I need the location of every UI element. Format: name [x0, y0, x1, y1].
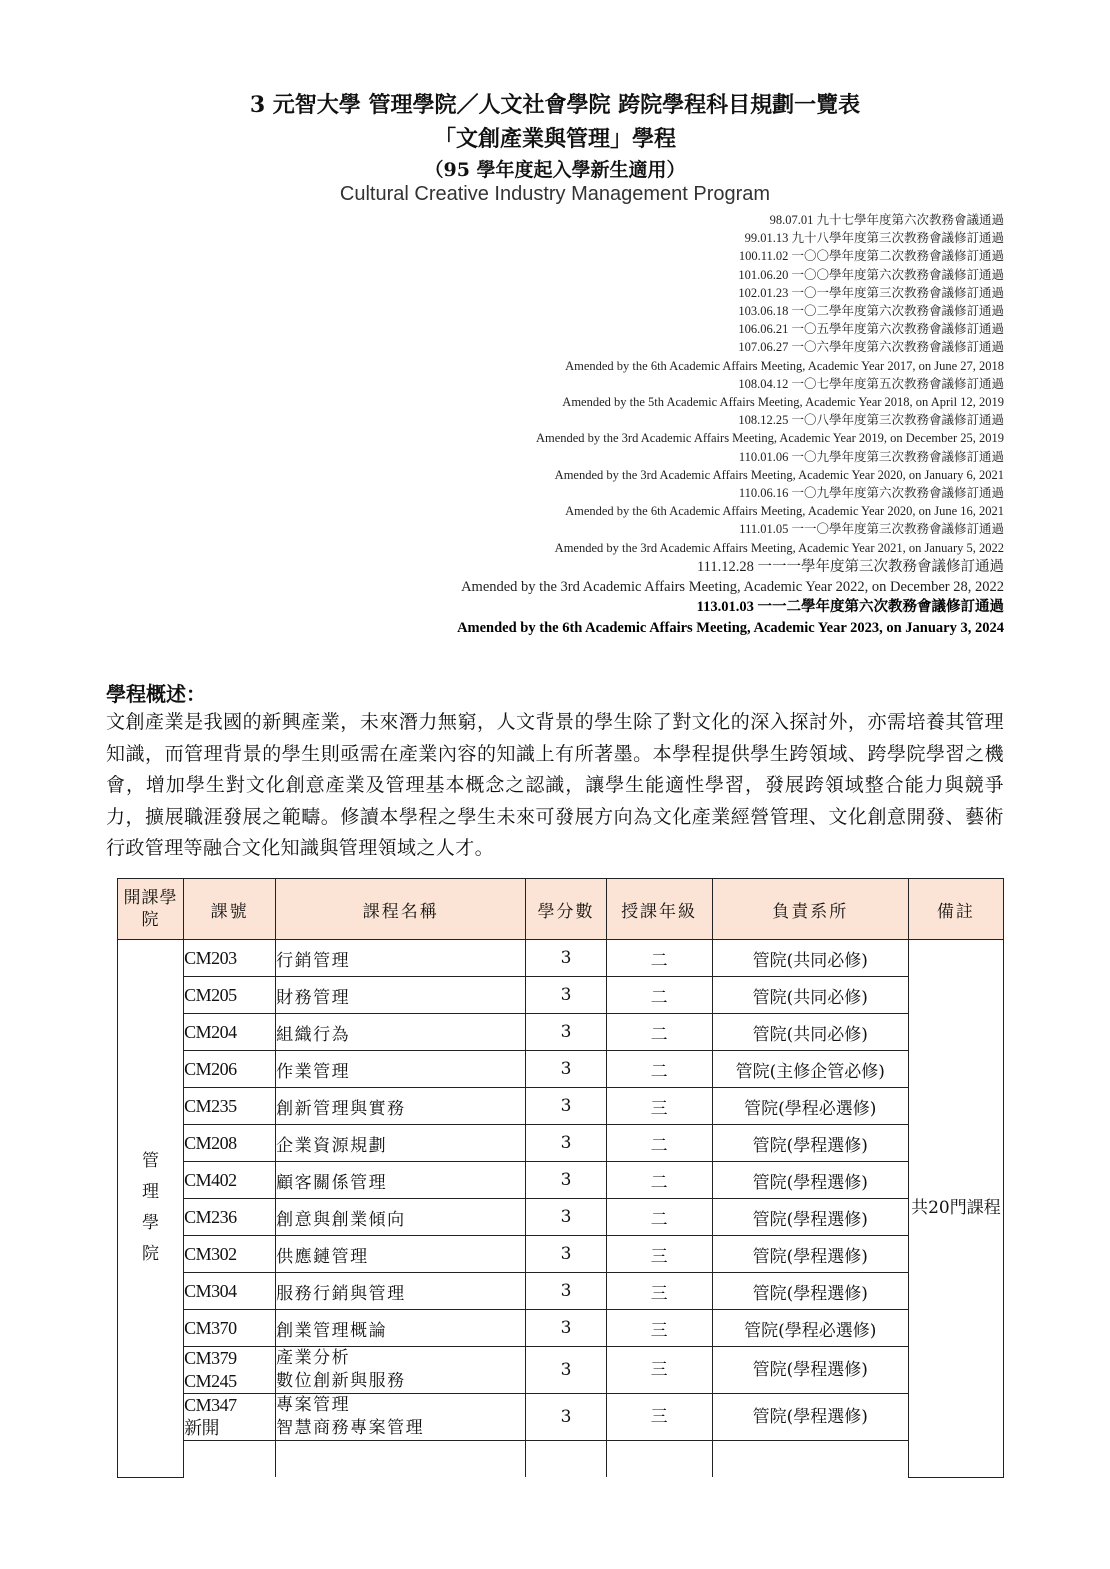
course-credits: 3	[526, 1014, 606, 1051]
course-year: 二	[606, 1162, 712, 1199]
course-year: 二	[606, 1125, 712, 1162]
revision-line: 99.01.13 九十八學年度第三次教務會議修訂通過	[744, 231, 1004, 246]
revision-line: 107.06.27 一〇六學年度第六次教務會議修訂通過	[738, 340, 1004, 355]
course-name: 作業管理	[276, 1051, 526, 1088]
course-name: 組織行為	[276, 1014, 526, 1051]
course-name: 創意與創業傾向	[276, 1199, 526, 1236]
course-code: CM235	[184, 1088, 276, 1125]
course-year: 二	[606, 1014, 712, 1051]
course-year: 二	[606, 977, 712, 1014]
revision-line: Amended by the 6th Academic Affairs Meeting, Academic Year 2020, on June 16, 2021	[565, 504, 1004, 519]
course-credits: 3	[526, 977, 606, 1014]
course-code: CM370	[184, 1310, 276, 1347]
course-name: 創新管理與實務	[276, 1088, 526, 1125]
revision-line: 111.12.28 一一一學年度第三次教務會議修訂通過	[696, 558, 1004, 575]
table-row	[118, 1347, 1004, 1394]
course-code: CM208	[184, 1125, 276, 1162]
course-credits: 3	[526, 1125, 606, 1162]
course-year: 三	[606, 1273, 712, 1310]
course-dept: 管院(學程必選修)	[712, 1310, 908, 1347]
header-credits: 學分數	[526, 879, 606, 940]
table-row-continued	[118, 1441, 1004, 1478]
course-credits: 3	[526, 1199, 606, 1236]
course-code: CM204	[184, 1014, 276, 1051]
header-year: 授課年級	[606, 879, 712, 940]
course-dept: 管院(學程選修)	[712, 1273, 908, 1310]
course-credits: 3	[526, 1088, 606, 1125]
table-row	[118, 1088, 1004, 1125]
course-name: 財務管理	[276, 977, 526, 1014]
table-row	[118, 1014, 1004, 1051]
header-name: 課程名稱	[276, 879, 526, 940]
course-year: 二	[606, 1199, 712, 1236]
course-dept: 管院(學程選修)	[712, 1162, 908, 1199]
revision-line-latest: 113.01.03 一一二學年度第六次教務會議修訂通過	[696, 598, 1004, 615]
course-credits: 3	[526, 940, 606, 977]
revision-line: 98.07.01 九十七學年度第六次教務會議通過	[769, 213, 1004, 227]
table-row	[118, 1125, 1004, 1162]
course-name: 供應鏈管理	[276, 1236, 526, 1273]
course-name: 服務行銷與管理	[276, 1273, 526, 1310]
course-year: 二	[606, 1051, 712, 1088]
course-code: CM379 CM245	[184, 1347, 276, 1394]
course-code: CM304	[184, 1273, 276, 1310]
course-credits: 3	[526, 1394, 606, 1441]
applicability-note: （95 學年度起入學新生適用）	[424, 159, 686, 181]
revision-line: Amended by the 3rd Academic Affairs Meeting, Academic Year 2022, on December 28, 2022	[461, 578, 1004, 595]
overview-text: 文創產業是我國的新興產業，未來潛力無窮，人文背景的學生除了對文化的深入探討外，亦需培養其管理知識，而管理背景的學生則亟需在產業內容的知識上有所著墨。本學程提供學生跨領域、跨學院學習之機會，增加學生對文化創意產業及管理基本概念之認識，讓學生能適性學習，發展跨領域整合能力與競爭力，擴展職涯發展之範疇。修讀本學程之學生未來可發展方向為文化產業經營管理、文化創意開發、藝術行政管理等融合文化知識與管理領域之人才。	[106, 711, 1004, 859]
page-title: 3 元智大學 管理學院／人文社會學院 跨院學程科目規劃一覽表	[249, 92, 861, 118]
college-cell	[118, 940, 184, 1478]
course-dept: 管院(共同必修)	[712, 940, 908, 977]
course-code: CM302	[184, 1236, 276, 1273]
header-code: 課號	[184, 879, 276, 940]
revision-line-latest: Amended by the 6th Academic Affairs Meeting, Academic Year 2023, on January 3, 2024	[457, 619, 1004, 636]
revision-line: 108.12.25 一〇八學年度第三次教務會議修訂通過	[738, 413, 1004, 428]
revision-line: 110.06.16 一〇九學年度第六次教務會議修訂通過	[738, 486, 1004, 501]
course-name: 行銷管理	[276, 940, 526, 977]
course-name: 專案管理 智慧商務專案管理	[276, 1394, 526, 1441]
course-dept: 管院(學程選修)	[712, 1125, 908, 1162]
course-code: CM236	[184, 1199, 276, 1236]
revision-line: Amended by the 6th Academic Affairs Meeting, Academic Year 2017, on June 27, 2018	[565, 358, 1004, 373]
course-year: 二	[606, 940, 712, 977]
course-year: 三	[606, 1088, 712, 1125]
overview-heading: 學程概述：	[106, 682, 206, 706]
course-credits: 3	[526, 1162, 606, 1199]
table-row	[118, 1236, 1004, 1273]
revision-line: 106.06.21 一〇五學年度第六次教務會議修訂通過	[738, 322, 1004, 337]
revision-line: 103.06.18 一〇二學年度第六次教務會議修訂通過	[738, 304, 1004, 319]
table-row	[118, 940, 1004, 977]
revision-line: 108.04.12 一〇七學年度第五次教務會議修訂通過	[738, 376, 1004, 391]
course-year: 三	[606, 1347, 712, 1394]
course-year: 三	[606, 1236, 712, 1273]
revision-line: 110.01.06 一〇九學年度第三次教務會議修訂通過	[738, 449, 1004, 464]
table-row	[118, 1273, 1004, 1310]
course-code: CM206	[184, 1051, 276, 1088]
revision-line: Amended by the 3rd Academic Affairs Meeting, Academic Year 2019, on December 25, 2019	[535, 431, 1004, 446]
course-name: 企業資源規劃	[276, 1125, 526, 1162]
table-row	[118, 1394, 1004, 1441]
table-header-row	[118, 879, 1004, 940]
table-row	[118, 977, 1004, 1014]
header-dept: 負責系所	[712, 879, 908, 940]
revision-line: 102.01.23 一〇一學年度第三次教務會議修訂通過	[738, 285, 1004, 300]
course-dept: 管院(共同必修)	[712, 977, 908, 1014]
course-code: CM203	[184, 940, 276, 977]
course-code: CM347 新開	[184, 1394, 276, 1441]
course-year: 三	[606, 1394, 712, 1441]
college-label: 管 理 學 院	[142, 1151, 160, 1265]
course-dept: 管院(共同必修)	[712, 1014, 908, 1051]
english-title: Cultural Creative Industry Management Program	[339, 183, 771, 205]
course-code: CM402	[184, 1162, 276, 1199]
course-table	[117, 878, 1004, 1478]
course-credits: 3	[526, 1310, 606, 1347]
course-year: 三	[606, 1310, 712, 1347]
course-credits: 3	[526, 1273, 606, 1310]
revision-line: 101.06.20 一〇〇學年度第六次教務會議修訂通過	[738, 267, 1004, 282]
note-cell: 共20門課程	[908, 940, 1003, 1478]
revision-line: 100.11.02 一〇〇學年度第二次教務會議修訂通過	[738, 249, 1004, 264]
table-row	[118, 1310, 1004, 1347]
course-credits: 3	[526, 1051, 606, 1088]
course-dept: 管院(學程選修)	[712, 1394, 908, 1441]
course-credits: 3	[526, 1236, 606, 1273]
header-note: 備註	[908, 879, 1003, 940]
course-dept: 管院(學程選修)	[712, 1199, 908, 1236]
table-row	[118, 1051, 1004, 1088]
header-college: 開課學院	[118, 879, 184, 940]
course-dept: 管院(學程選修)	[712, 1236, 908, 1273]
revision-history	[204, 211, 1004, 639]
course-dept: 管院(主修企管必修)	[712, 1051, 908, 1088]
course-dept: 管院(學程必選修)	[712, 1088, 908, 1125]
course-dept: 管院(學程選修)	[712, 1347, 908, 1394]
table-row	[118, 1199, 1004, 1236]
revision-line: 111.01.05 一一〇學年度第三次教務會議修訂通過	[739, 522, 1004, 537]
revision-line: Amended by the 3rd Academic Affairs Meeting, Academic Year 2021, on January 5, 2022	[554, 540, 1004, 555]
course-name: 創業管理概論	[276, 1310, 526, 1347]
revision-line: Amended by the 5th Academic Affairs Meeting, Academic Year 2018, on April 12, 2019	[562, 395, 1004, 410]
course-code: CM205	[184, 977, 276, 1014]
course-name: 產業分析 數位創新與服務	[276, 1347, 526, 1394]
table-row	[118, 1162, 1004, 1199]
course-credits: 3	[526, 1347, 606, 1394]
program-title: 「文創產業與管理」學程	[433, 126, 676, 152]
course-name: 顧客關係管理	[276, 1162, 526, 1199]
revision-line: Amended by the 3rd Academic Affairs Meeting, Academic Year 2020, on January 6, 2021	[554, 467, 1004, 482]
